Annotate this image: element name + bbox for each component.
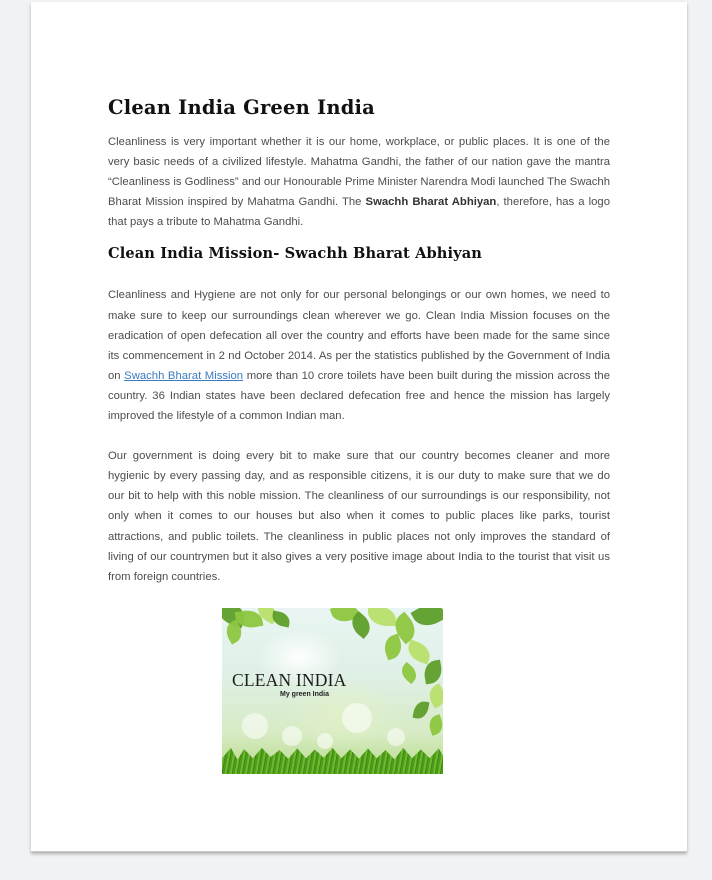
mission-text-end: more than 10 crore toilets have been built during the mission across the country. 36 Indian states have been declared defecation free and hence the mission has largely improved the lifestyle of a common Indian man.: [108, 369, 610, 423]
swachh-bharat-mission-link[interactable]: Swachh Bharat Mission: [124, 369, 244, 382]
intro-paragraph: [108, 132, 610, 232]
document-page: [31, 2, 687, 852]
section-heading: Clean India Mission- Swachh Bharat Abhiyan: [108, 245, 483, 263]
government-paragraph: Our government is doing every bit to make sure that our country becomes cleaner and more hygienic by every passing day, and as responsible citizens, it is our duty to make sure that we do our bit to help with this noble mission. The cleanliness of our surroundings is our responsibility, not only when it comes to our houses but also when it comes to public places like parks, tourist attractions, and public toilets. The cleanliness in public places not only improves the standard of living of our countrymen but it also gives a very positive image about India to the tourist that visit us from foreign countries.: [108, 450, 610, 583]
image-title: CLEAN INDIA: [232, 670, 347, 690]
intro-text-end: , therefore, has a logo that pays a tribute to Mahatma Gandhi.: [108, 196, 610, 229]
image-subtitle: My green India: [280, 691, 330, 698]
mission-paragraph: [108, 285, 610, 426]
bold-term: Swachh Bharat Abhiyan: [365, 196, 497, 209]
clean-india-image: [222, 608, 443, 774]
document-content: [108, 94, 610, 600]
mission-text: Cleanliness and Hygiene are not only for our personal belongings or our own homes, we need to make sure to keep our surroundings clean wherever we go. Clean India Mission focuses on the eradication of open defecation all over the country and efforts have been made for the same since its commencement in 2 nd October 2014. As per the statistics published by the Government of India on: [108, 289, 610, 382]
intro-text: Cleanliness is very important whether it is our home, workplace, or public places. It is one of the very basic needs of a civilized lifestyle. Mahatma Gandhi, the father of our nation gave the mantra “Cleanliness is Godliness” and our Honourable Prime Minister Narendra Modi launched The Swachh Bharat Mission inspired by Mahatma Gandhi. The: [108, 136, 610, 209]
grass-decoration: [222, 748, 443, 774]
page-title: Clean India Green India: [108, 96, 375, 119]
